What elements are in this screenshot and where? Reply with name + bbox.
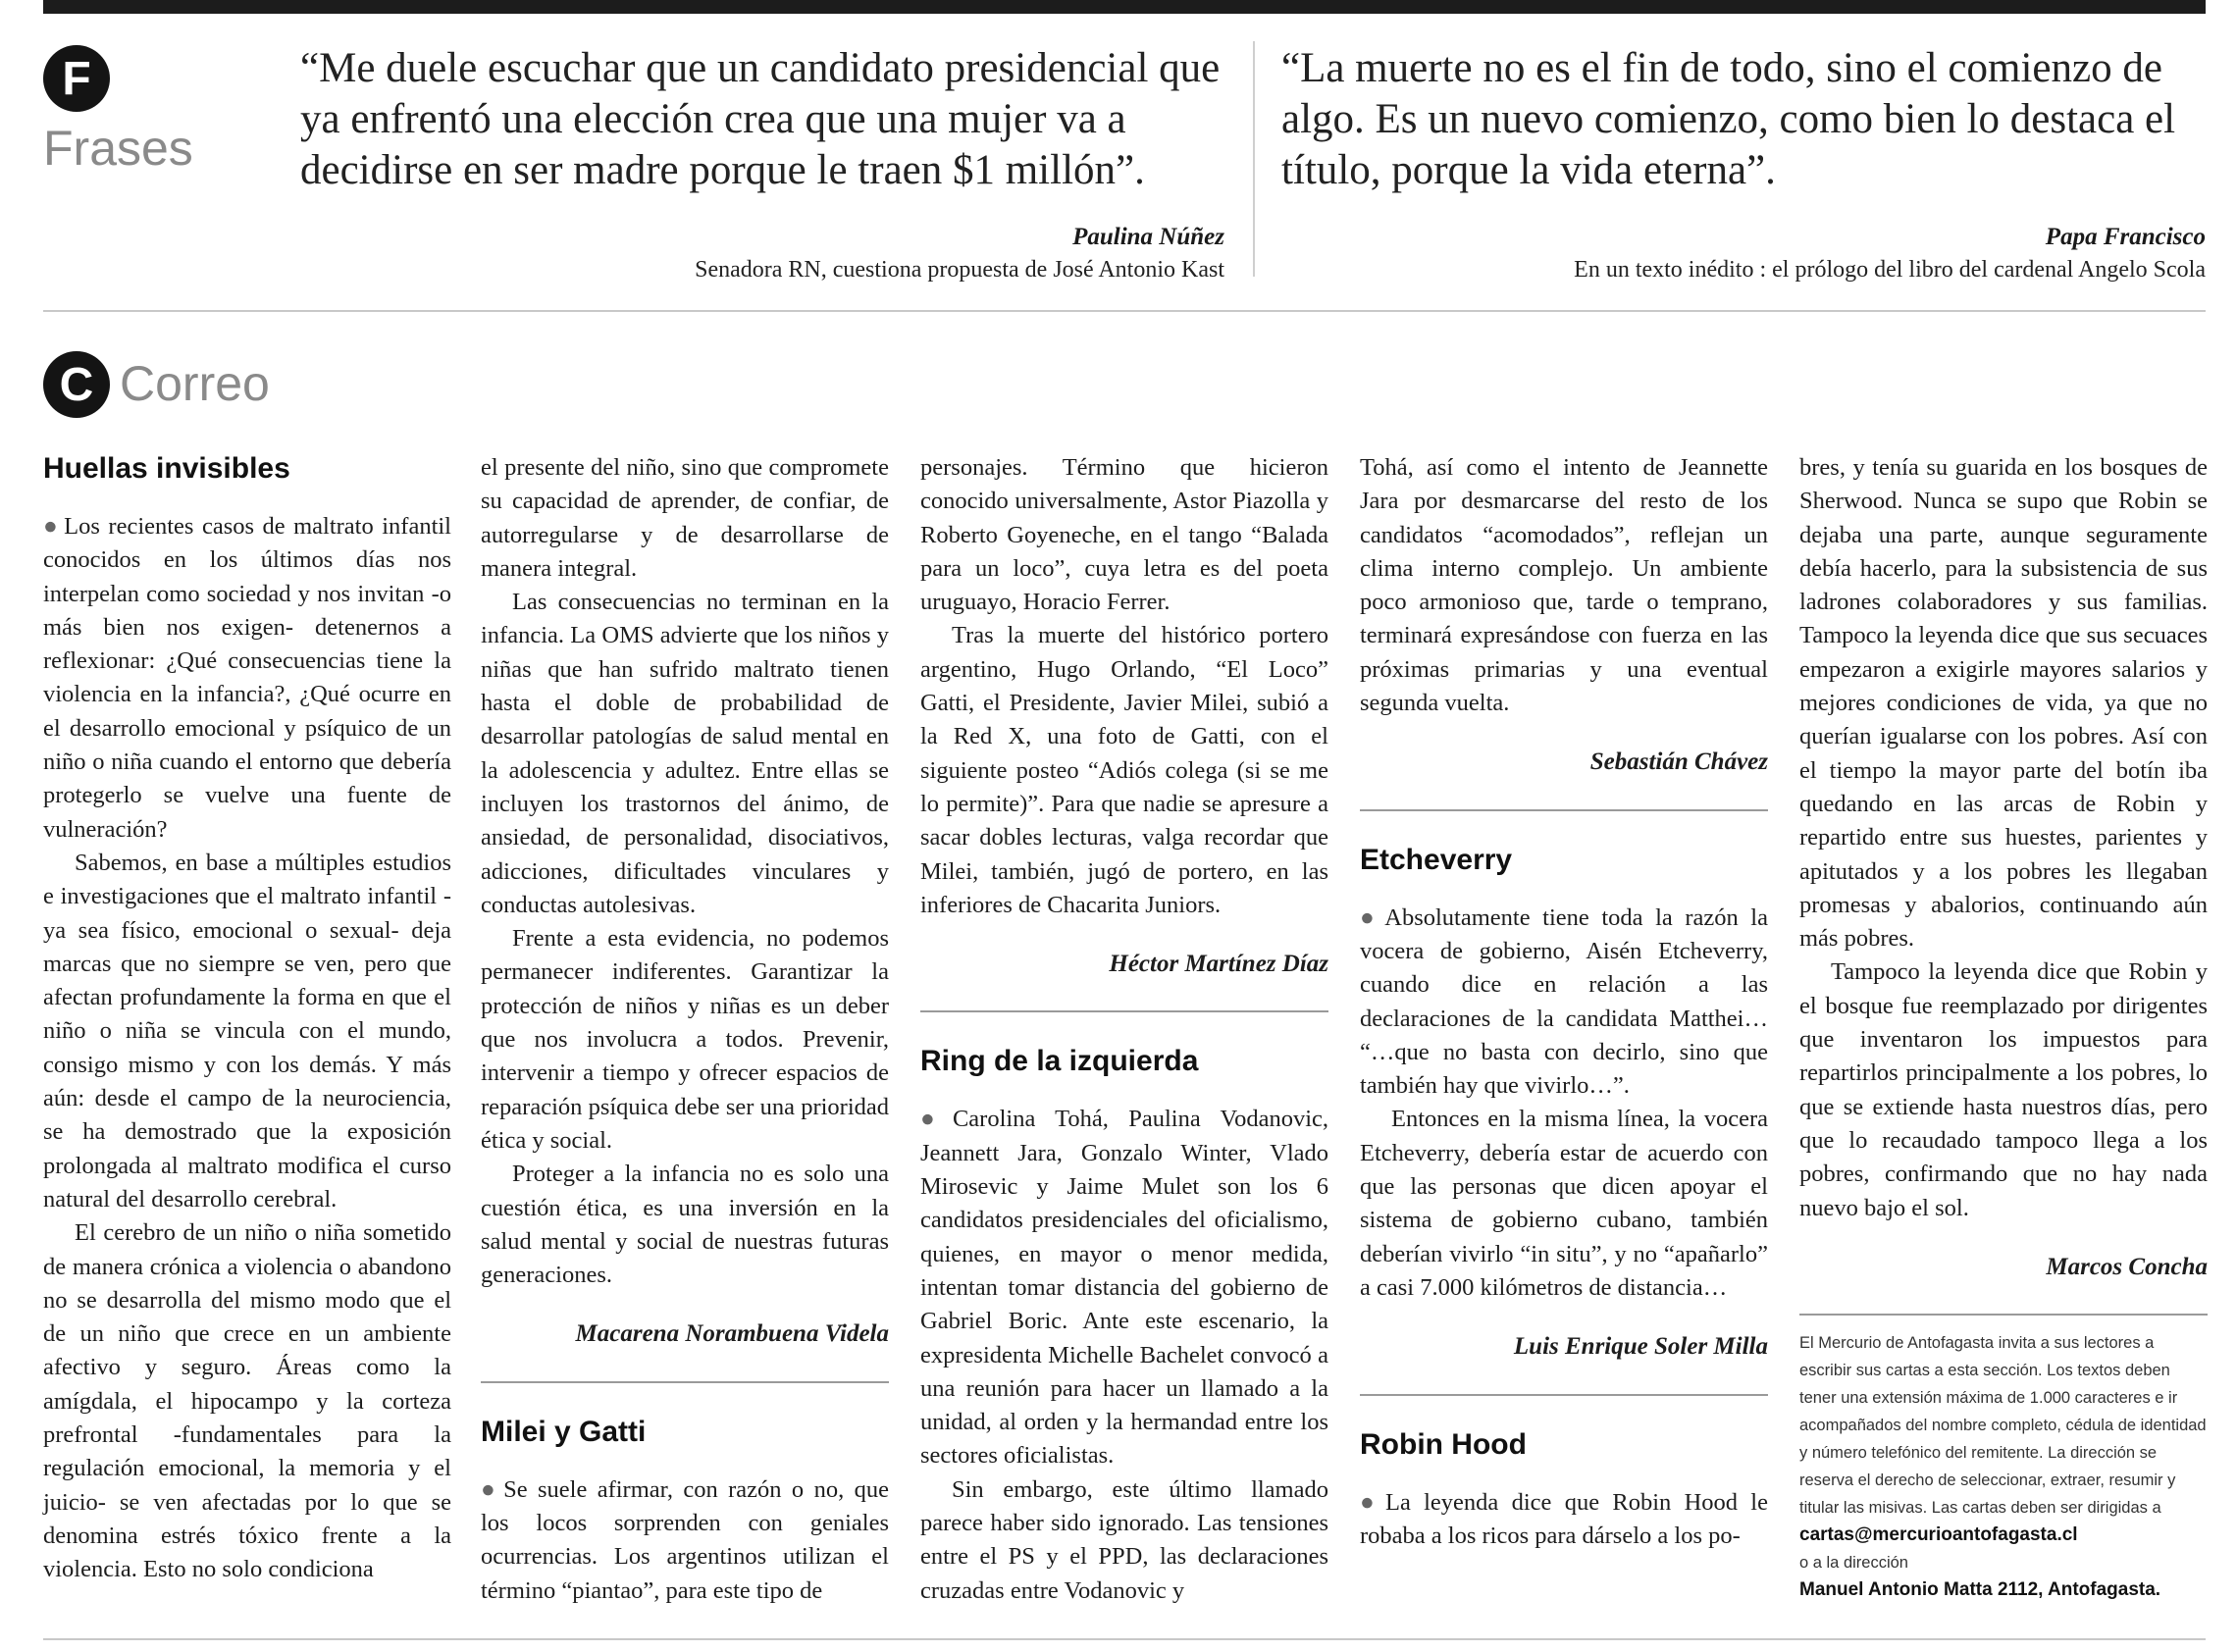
letter-divider [481,1381,889,1383]
etcheverry-signature: Luis Enrique Soler Milla [1513,1333,1768,1361]
milei-paragraph-2: personajes. Término que hicieron conocido universalmente, Astor Piazolla y Roberto Goyeneche, en el tango “Balada para un loco”, cuya letra es del poeta uruguayo, Horacio Ferrer. [920,454,1328,616]
top-rule [43,0,2206,14]
letter-divider [920,1010,1328,1012]
column-4 [1360,451,1768,1553]
editorial-note-or: o a la dirección [1799,1554,1908,1573]
editorial-address: Manuel Antonio Matta 2112, Antofagasta. [1799,1579,2161,1601]
quote-2-text: “La muerte no es el fin de todo, sino el comienzo de algo. Es un nuevo comienzo, como bien lo destaca el título, porque la vida eterna”. [1281,45,2176,193]
bullet-icon: ● [1360,1488,1381,1516]
etcheverry-paragraph-1: ● Absolutamente tiene toda la razón la vocera de gobierno, Aisén Etcheverry, cuando dice en relación a las declaraciones de la candidata Matthei… “…que no basta con decirlo, sino que también hay que vivirlo…”. [1360,903,1768,1100]
huellas-paragraph-4: el presente del niño, sino que compromete su capacidad de aprender, de confiar, de autorregularse y de desarrollarse de manera integral. [481,454,889,582]
column-2 [481,451,889,1608]
robin-paragraph-1: ● La leyenda dice que Robin Hood le robaba a los ricos para dárselo a los po- [1360,1488,1768,1549]
bottom-rule [43,1638,2206,1640]
column-3 [920,451,1328,1608]
huellas-paragraph-5: Las consecuencias no terminan en la infancia. La OMS advierte que los niños y niñas que han sufrido maltrato tienen hasta el doble de probabilidad de desarrollar patologías de salud mental en la adolescencia y adultez. Entre ellas se incluyen los trastornos del ánimo, de ansiedad, de personalidad, disociativos, adicciones, dificultades vinculares y conductas autolesivas. [481,589,889,918]
milei-signature: Héctor Martínez Díaz [1109,951,1328,978]
huellas-paragraph-1: ● Los recientes casos de maltrato infantil conocidos en los últimos días nos interpelan como sociedad y nos invitan -o más bien nos exigen- detenernos a reflexionar: ¿Qué consecuencias tiene la violencia en la infancia?, ¿Qué ocurre en el desarrollo emocional y psíquico de un niño o niña cuando el entorno que debería protegerlo se vuelve una fuente de vulneración? [43,513,451,843]
editorial-email-link[interactable]: cartas@mercurioantofagasta.cl [1799,1524,2078,1546]
huellas-paragraph-7: Proteger a la infancia no es solo una cuestión ética, es una inversión en la salud mental y social de nuestras futuras generaciones. [481,1161,889,1289]
milei-paragraph-1: ● Se suele afirmar, con razón o no, que los locos sorprenden con geniales ocurrencias. Los argentinos utilizan el término “piantao”, para este tipo de [481,1475,889,1604]
letter-title-robin: Robin Hood [1360,1427,1527,1461]
letter-title-huellas: Huellas invisibles [43,452,290,485]
letter-title-milei: Milei y Gatti [481,1415,647,1448]
frases-badge: F [43,45,110,112]
bullet-icon: ● [920,1106,949,1133]
milei-paragraph-3: Tras la muerte del histórico portero argentino, Hugo Orlando, “El Loco” Gatti, el Presidente, Javier Milei, subió a la Red X, una foto de Gatti, con el siguiente posteo “Adiós colega (si se me lo permite)”. Para que nadie se apresure a sacar dobles lecturas, valga recordar que Milei, también, jugó de portero, en las inferiores de Chacarita Juniors. [920,622,1328,918]
bullet-icon: ● [481,1475,500,1503]
robin-signature: Marcos Concha [2046,1253,2208,1280]
column-5 [1799,451,2208,1604]
quote-1-text: “Me duele escuchar que un candidato presidencial que ya enfrentó una elección crea que una mujer va a decidirse en ser madre porque le traen $1 millón”. [300,45,1221,193]
huellas-paragraph-3: El cerebro de un niño o niña sometido de manera crónica a violencia o abandono no se desarrolla del mismo modo que el de un niño que crece en un ambiente afectivo y seguro. Áreas como la amígdala, el hipocampo y la corteza prefrontal -fundamentales para la regulación emocional, la memoria y el juicio- se ven afectadas por lo que se denomina estrés tóxico frente a la violencia. Esto no solo condiciona [43,1219,451,1583]
letter-title-ring: Ring de la izquierda [920,1045,1199,1078]
section-divider [43,310,2206,312]
quote-1-author: Paulina Núñez [1072,224,1224,250]
correo-label: Correo [120,356,270,411]
quote-2-author: Papa Francisco [2045,224,2206,250]
etcheverry-paragraph-2: Entonces en la misma línea, la vocera Etcheverry, debería estar de acuerdo con que las personas que dicen apoyar el sistema de gobierno cubano, también deberían vivirlo “in situ”, y no “apañarlo” a casi 7.000 kilómetros de distancia… [1360,1106,1768,1301]
quotes-divider [1253,41,1255,277]
editorial-note [1799,1314,2208,1604]
robin-paragraph-2: bres, y tenía su guarida en los bosques de Sherwood. Nunca se supo que Robin se dejaba una parte, aunque seguramente debía hacerlo, para la subsistencia de sus ladrones colaboradores y sus familias. Tampoco la leyenda dice que sus secuaces empezaron a exigirle mayores salarios y mejores condiciones de vida, ya que no querían igualarse con los pobres. Así con el tiempo la mayor parte del botín iba quedando en las arcas de Robin y repartido entre sus huestes, parientes y apitutados y a los pobres les llegaban promesas y abalorios, continuando aún más pobres. [1799,454,2208,953]
ring-paragraph-1: ● Carolina Tohá, Paulina Vodanovic, Jeannett Jara, Gonzalo Winter, Vlado Mirosevic y Jaime Mulet son los 6 candidatos presidenciales del oficialismo, quienes, en mayor o menor medida, intentan tomar distancia del gobierno de Gabriel Boric. Ante este escenario, la expresidenta Michelle Bachelet convocó a una reunión para hacer un llamado a la unidad, al orden y la hermandad entre los sectores oficialistas. [920,1106,1328,1470]
frases-label: Frases [43,121,193,176]
letter-divider [1360,809,1768,811]
column-1 [43,449,451,1587]
ring-signature: Sebastián Chávez [1589,749,1768,776]
correo-badge: C [43,351,110,418]
quote-2-description: En un texto inédito : el prólogo del libro del cardenal Angelo Scola [1574,257,2206,283]
letter-divider [1360,1394,1768,1396]
bullet-icon: ● [43,513,61,540]
huellas-signature: Macarena Norambuena Videla [575,1320,889,1348]
ring-paragraph-2: Sin embargo, este último llamado parece haber sido ignorado. Las tensiones entre el PS y el PPD, las declaraciones cruzadas entre Vodanovic y [920,1475,1328,1604]
huellas-paragraph-2: Sabemos, en base a múltiples estudios e investigaciones que el maltrato infantil -ya sea físico, emocional o sexual- deja marcas que no siempre se ven, pero que afectan profundamente la forma en que el niño o niña se vincula con el mundo, consigo mismo y con los demás. Y más aún: desde el campo de la neurociencia, se ha demostrado que la exposición prolongada al maltrato modifica el curso natural del desarrollo cerebral. [43,849,451,1213]
quote-1-description: Senadora RN, cuestiona propuesta de José Antonio Kast [695,257,1224,283]
robin-paragraph-3: Tampoco la leyenda dice que Robin y el bosque fue reemplazado por dirigentes que inventaron los impuestos para repartirlos principalmente a los pobres, lo que se extiende hasta nuestros días, pero que lo recaudado tampoco llega a los pobres, confirmando que no hay nada nuevo bajo el sol. [1799,958,2208,1221]
ring-paragraph-3: Tohá, así como el intento de Jeannette Jara por desmarcarse del resto de los candidatos “acomodados”, reflejan un clima interno complejo. Un ambiente poco armonioso que, tarde o temprano, terminará expresándose con fuerza en las próximas primarias y una eventual segunda vuelta. [1360,454,1768,717]
editorial-note-text: El Mercurio de Antofagasta invita a sus lectores a escribir sus cartas a esta sección. Los textos deben tener una extensión máxima de 1.000 caracteres e ir acompañados del nombre completo, cédula de identidad y número telefónico del remitente. La dirección se reserva el derecho de seleccionar, extraer, resumir y titular las misivas. Las cartas deben ser dirigidas a [1799,1334,2207,1518]
letter-title-etcheverry: Etcheverry [1360,843,1513,876]
huellas-paragraph-6: Frente a esta evidencia, no podemos permanecer indiferentes. Garantizar la protección de niños y niñas es un deber que nos involucra a todos. Prevenir, intervenir a tiempo y ofrecer espacios de reparación psíquica debe ser una prioridad ética y social. [481,925,889,1154]
bullet-icon: ● [1360,903,1381,931]
